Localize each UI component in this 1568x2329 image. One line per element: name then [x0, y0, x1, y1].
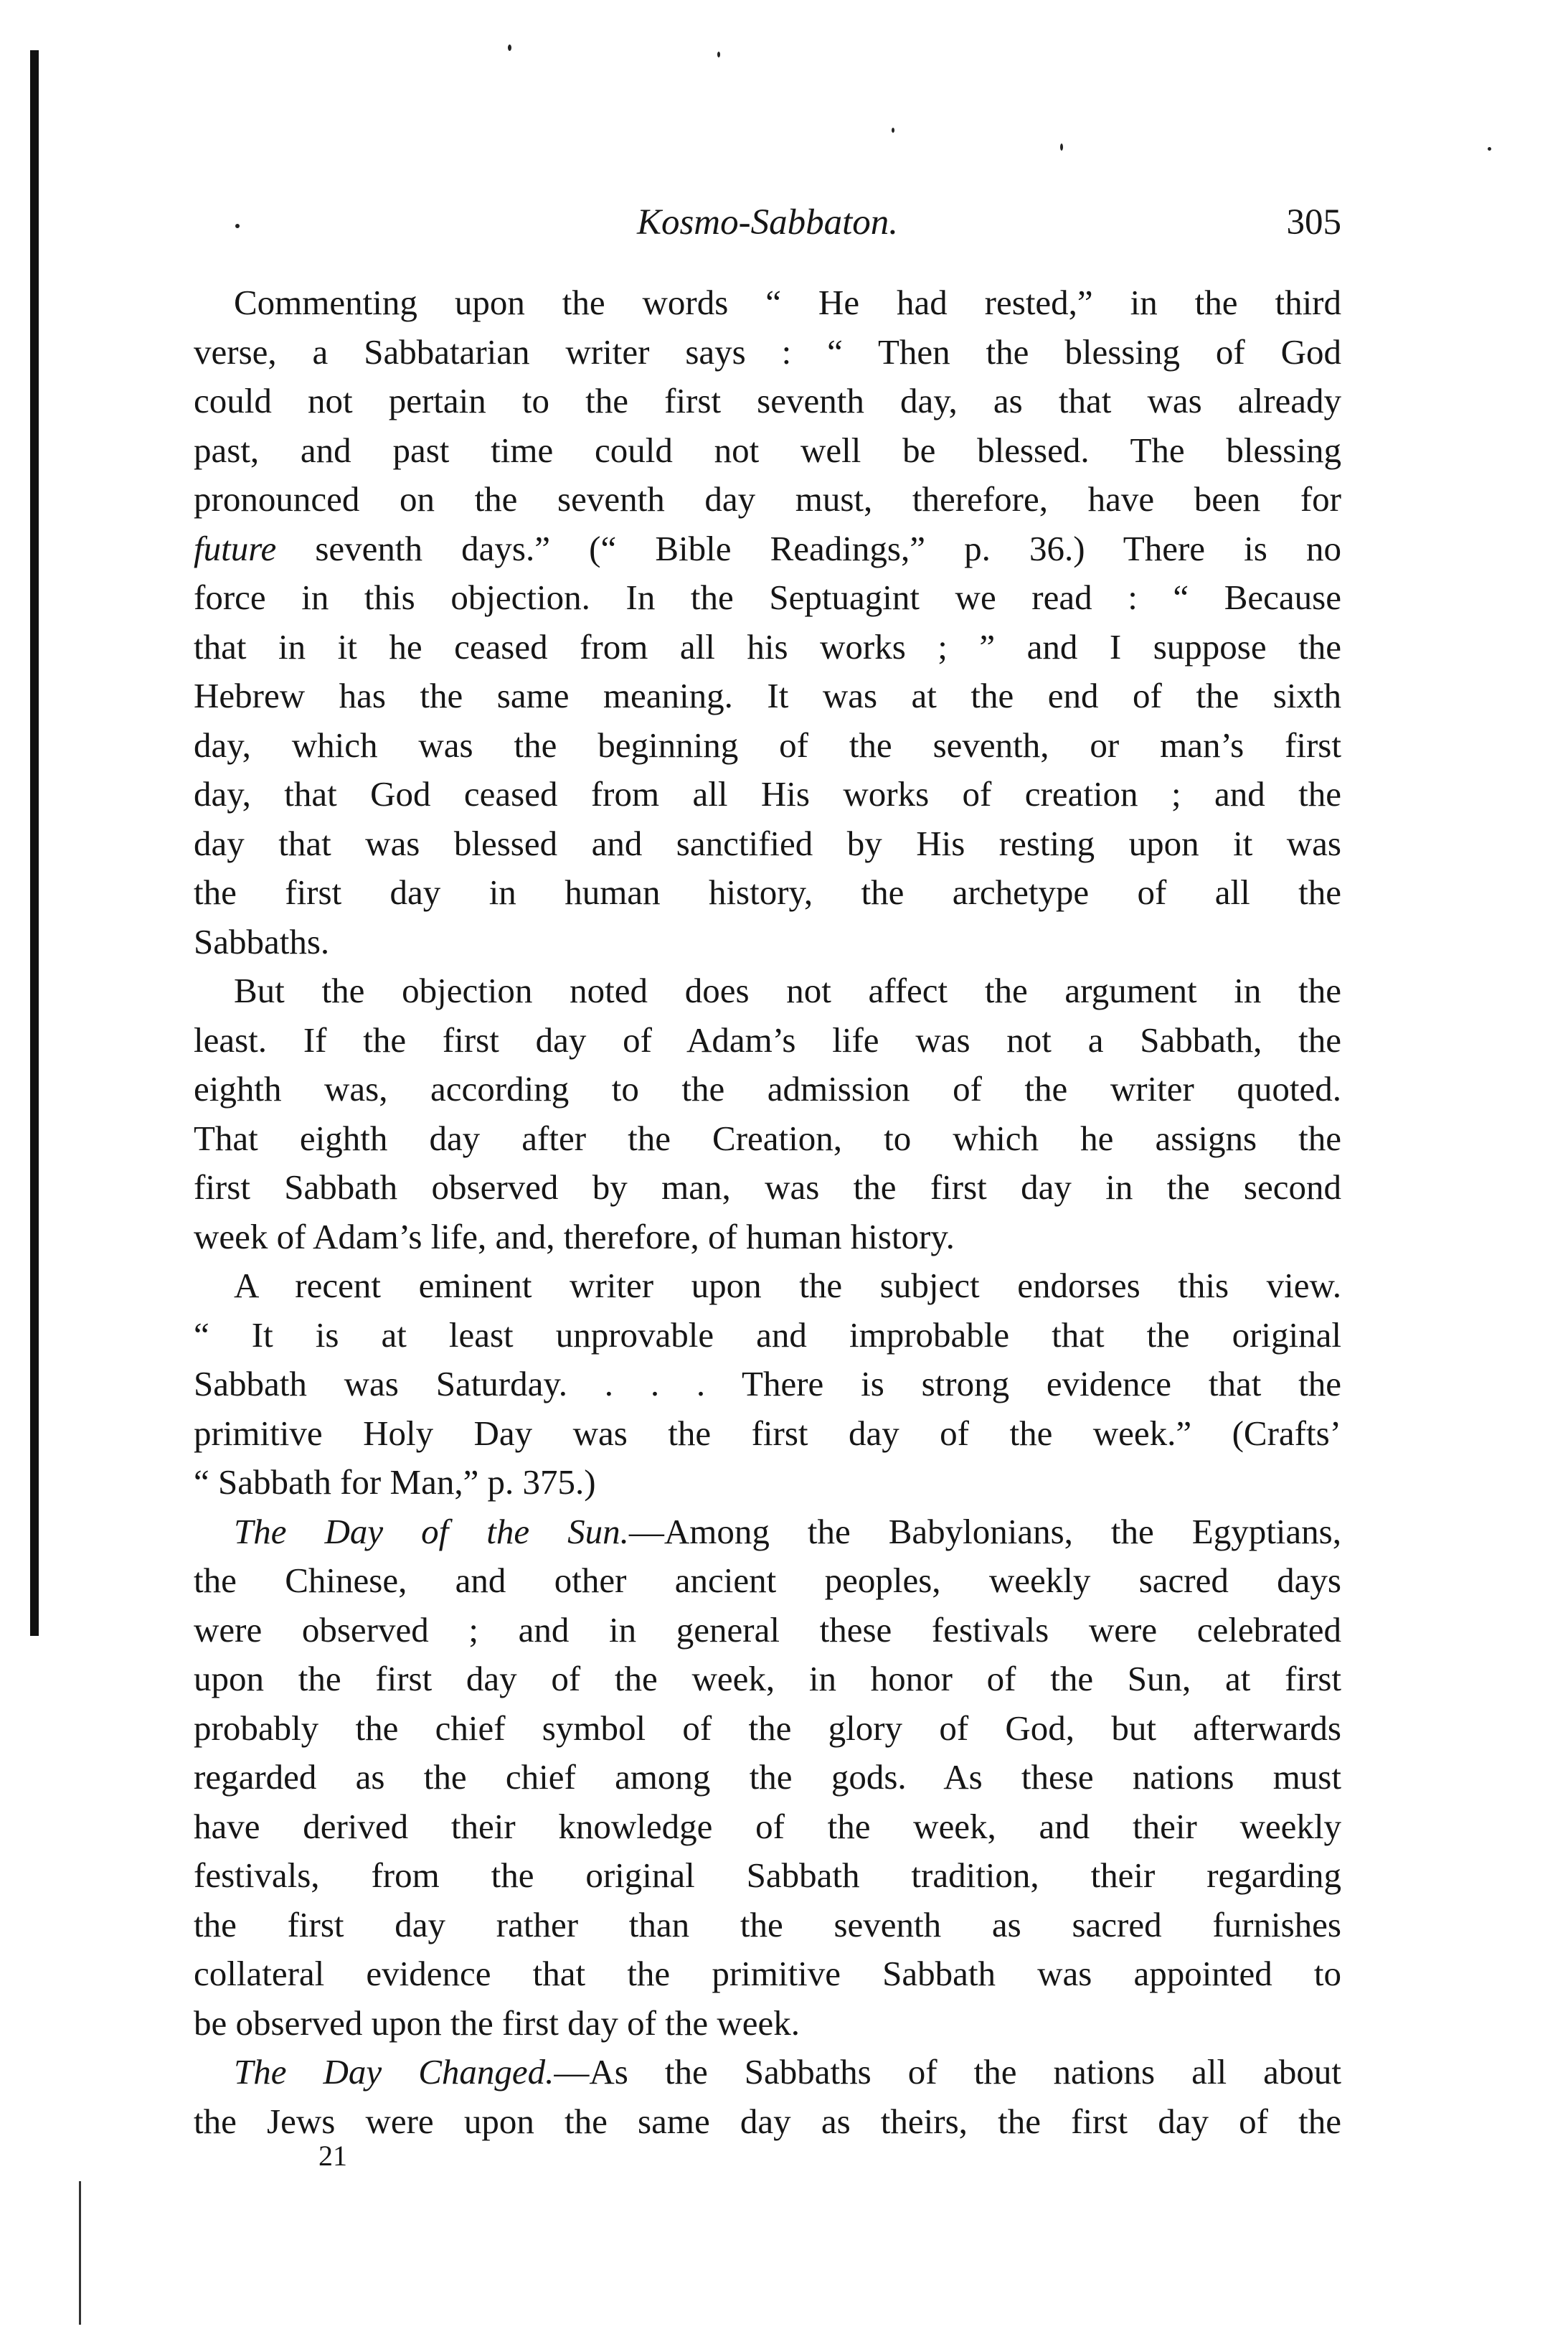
- text-line: could not pertain to the first seventh day, as that was already: [194, 381, 1341, 420]
- text-line: be observed upon the first day of the week.: [194, 2003, 800, 2043]
- text-line: The Day of the Sun.—Among the Babylonians, the Egyptians,: [234, 1511, 1341, 1551]
- text-line: first Sabbath observed by man, was the first day in the second: [194, 1167, 1341, 1207]
- text-line: The Day Changed.—As the Sabbaths of the nations all about: [234, 2052, 1341, 2092]
- text-line: the first day rather than the seventh as sacred furnishes: [194, 1904, 1341, 1944]
- text-line: But the objection noted does not affect the argument in the: [234, 971, 1341, 1010]
- body-text: [194, 278, 1341, 2146]
- text-line: verse, a Sabbatarian writer says : “ Then the blessing of God: [194, 331, 1341, 372]
- text-line: regarded as the chief among the gods. As these nations must: [194, 1757, 1341, 1797]
- text-line: Commenting upon the words “ He had rested,” in the third: [234, 283, 1341, 322]
- text-line: force in this objection. In the Septuagint we read : “ Because: [194, 578, 1341, 617]
- text-line: were observed ; and in general these festivals were celebrated: [194, 1609, 1341, 1650]
- text-line: day, that God ceased from all His works of creation ; and the: [194, 774, 1341, 814]
- page-number: 305: [1286, 202, 1341, 243]
- run-in-heading: The Day Changed.: [234, 2052, 554, 2092]
- running-title: Kosmo-Sabbaton.: [636, 202, 899, 243]
- text-line: Hebrew has the same meaning. It was at the end of the sixth: [194, 676, 1341, 715]
- text-line: pronounced on the seventh day must, therefore, have been for: [194, 479, 1341, 519]
- text-line: day, which was the beginning of the seventh, or man’s first: [194, 725, 1341, 765]
- text-line: “ Sabbath for Man,” p. 375.): [194, 1462, 596, 1502]
- run-in-heading: The Day of the Sun.: [234, 1511, 629, 1551]
- text-line: upon the first day of the week, in honor of the Sun, at first: [194, 1659, 1341, 1698]
- text-line: collateral evidence that the primitive Sabbath was appointed to: [194, 1954, 1341, 1993]
- text-line: that in it he ceased from all his works ; ” and I suppose the: [194, 626, 1341, 667]
- emphasis-word: future: [194, 528, 277, 568]
- print-speck: [717, 52, 720, 57]
- text-line: have derived their knowledge of the week, and their weekly: [194, 1806, 1341, 1846]
- text-line: Sabbath was Saturday. . . . There is strong evidence that the: [194, 1364, 1341, 1403]
- page-binding-edge: [30, 50, 39, 1636]
- text-line: least. If the first day of Adam’s life was not a Sabbath, the: [194, 1020, 1341, 1060]
- print-speck: [508, 44, 511, 51]
- text-line: Sabbaths.: [194, 921, 330, 961]
- text-line: day that was blessed and sanctified by His resting upon it was: [194, 823, 1341, 863]
- text-line: festivals, from the original Sabbath tradition, their regarding: [194, 1855, 1341, 1895]
- page-binding-line: [79, 2181, 81, 2325]
- text-line: week of Adam’s life, and, therefore, of human history.: [194, 1216, 955, 1256]
- text-line: the Jews were upon the same day as theirs, the first day of the: [194, 2101, 1341, 2141]
- signature-mark: 21: [318, 2140, 347, 2172]
- text-line: probably the chief symbol of the glory of God, but afterwards: [194, 1708, 1341, 1748]
- text-line: That eighth day after the Creation, to which he assigns the: [194, 1118, 1341, 1158]
- text-line: the first day in human history, the archetype of all the: [194, 872, 1341, 912]
- text-line: eighth was, according to the admission of the writer quoted.: [194, 1069, 1341, 1109]
- text-line: “ It is at least unprovable and improbable that the original: [194, 1314, 1341, 1355]
- page-header: [194, 194, 1341, 251]
- text-line: past, and past time could not well be blessed. The blessing: [194, 430, 1341, 470]
- print-speck: [892, 128, 894, 133]
- text-line: the Chinese, and other ancient peoples, weekly sacred days: [194, 1561, 1341, 1600]
- text-line: future seventh days.” (“ Bible Readings,” p. 36.) There is no: [194, 528, 1341, 568]
- print-speck: [1060, 143, 1063, 151]
- text-line: primitive Holy Day was the first day of the week.” (Crafts’: [194, 1413, 1341, 1453]
- text-line: A recent eminent writer upon the subject endorses this view.: [234, 1266, 1341, 1305]
- print-speck: [1488, 147, 1491, 151]
